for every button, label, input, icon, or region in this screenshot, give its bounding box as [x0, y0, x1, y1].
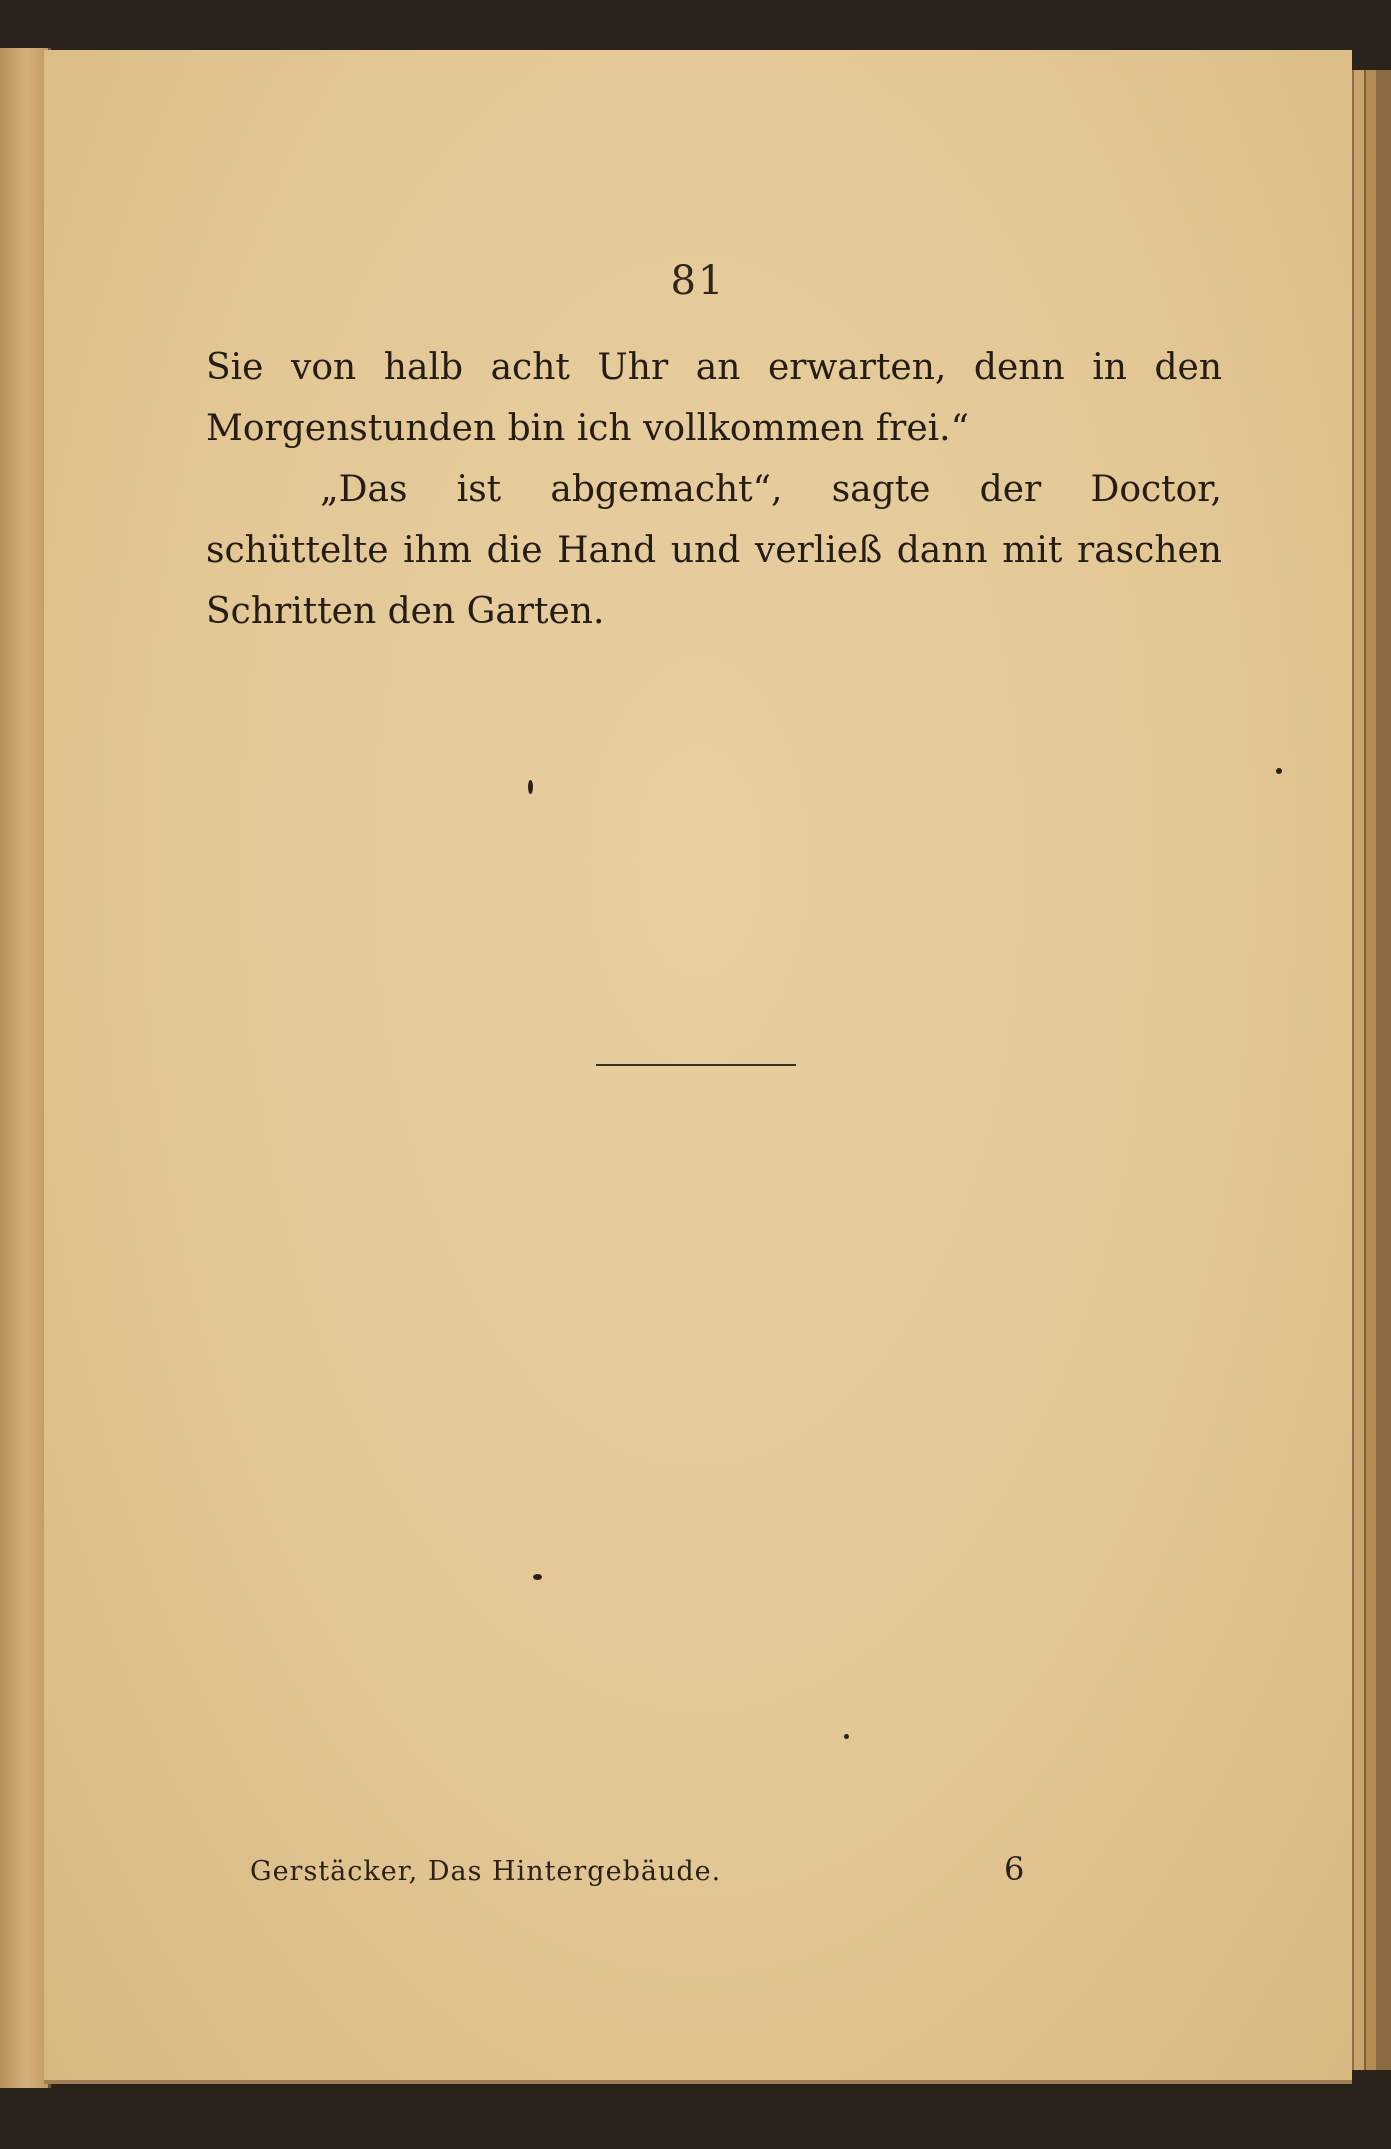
book-page — [44, 50, 1352, 2084]
footer-sheet-number: 6 — [1004, 1850, 1025, 1888]
page-edge — [1376, 70, 1391, 2070]
section-separator-rule — [596, 1064, 796, 1066]
ink-speck — [844, 1734, 849, 1739]
page-number: 81 — [670, 258, 726, 304]
ink-speck — [528, 780, 533, 794]
paragraph: „Das ist abgemacht“, sagte der Doctor, schüttelte ihm die Hand und verließ dann mit raschen Schritten den Garten. — [206, 469, 1222, 632]
ink-speck — [533, 1574, 542, 1580]
ink-speck — [1276, 768, 1282, 774]
body-text — [206, 337, 1222, 642]
paragraph: Sie von halb acht Uhr an erwarten, denn in den Morgenstunden bin ich vollkommen frei.“ — [206, 347, 1222, 449]
footer-signature: Gerstäcker, Das Hintergebäude. — [250, 1856, 722, 1887]
